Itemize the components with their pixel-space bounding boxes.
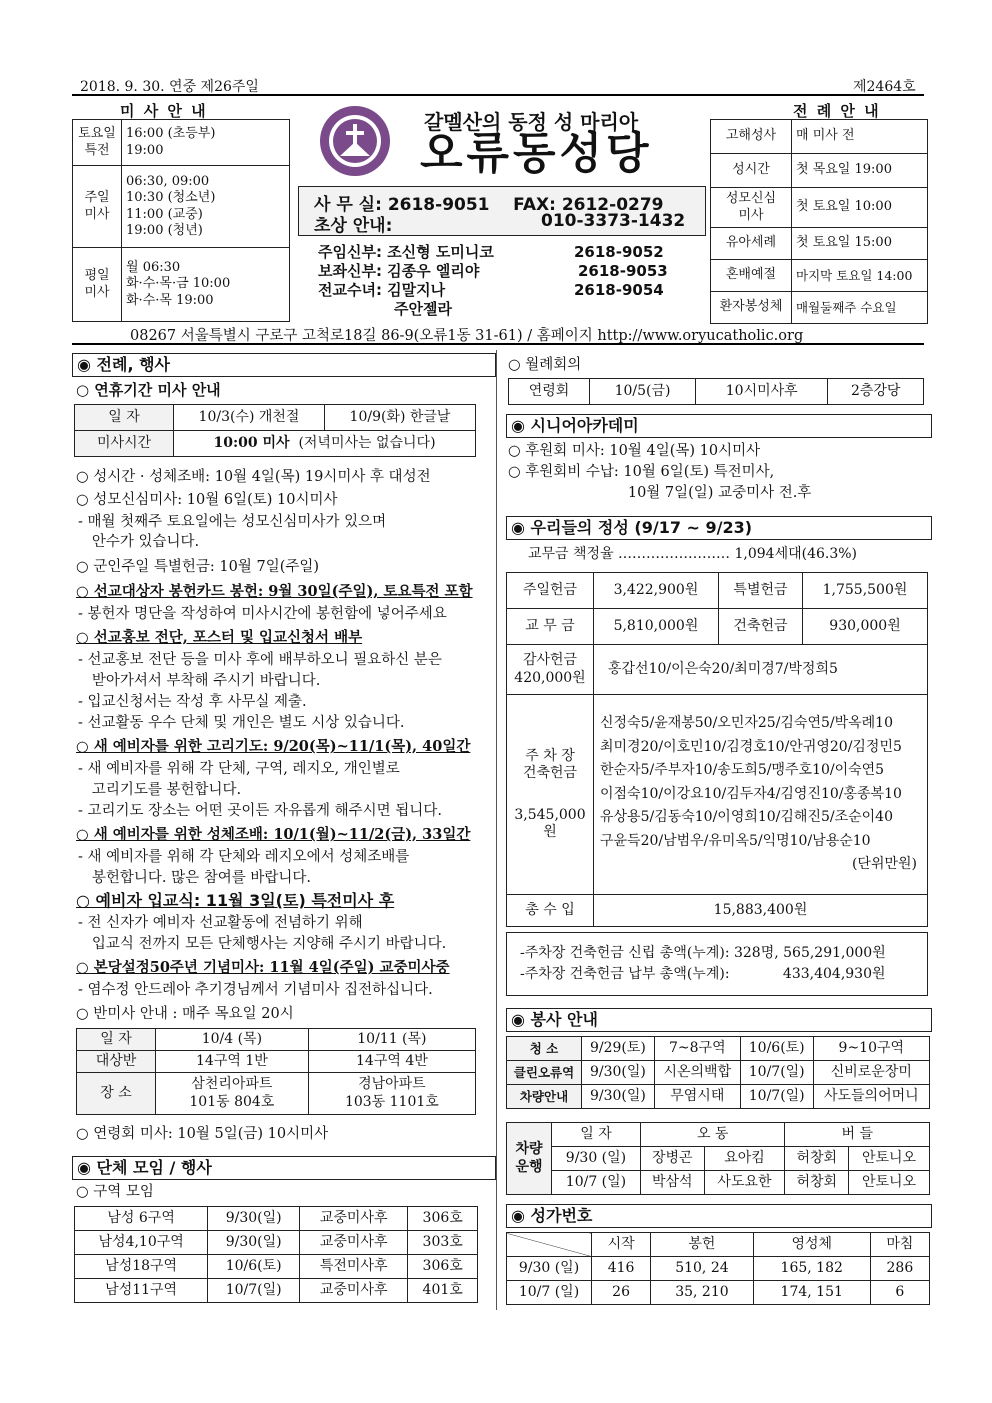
ban-cell: 14구역 4반 xyxy=(308,1051,475,1073)
parish-subtitle: 갈멜산의 동정 성 마리아 xyxy=(424,110,639,134)
liturgy-label: 성시간 xyxy=(711,154,792,188)
section-senior-academy: ◉ 시니어아카데미 xyxy=(506,414,932,438)
notice-heading: ○ 새 예비자를 위한 성체조배: 10/1(월)~11/2(금), 33일간 xyxy=(76,826,471,843)
district-cell: 남성11구역 xyxy=(75,1279,208,1303)
district-table xyxy=(74,1206,478,1303)
ban-cell: 경남아파트 103동 1101호 xyxy=(308,1073,475,1115)
offering-cell: 1,755,500원 xyxy=(803,573,928,609)
vehicle-cell: 안토니오 xyxy=(849,1147,930,1171)
notice-line: 봉헌합니다. 많은 참여를 바랍니다. xyxy=(78,870,311,886)
cumulative-line: -주차장 건축헌금 신립 총액(누계): 328명, 565,291,000원 xyxy=(520,945,886,961)
district-cell: 306호 xyxy=(408,1255,478,1279)
district-cell: 남성18구역 xyxy=(75,1255,208,1279)
ban-mass-table xyxy=(76,1028,476,1115)
notice-line: - 매월 첫째주 토요일에는 성모신심미사가 있으며 xyxy=(78,514,387,530)
vehicle-cell: 안토니오 xyxy=(849,1171,930,1195)
ban-cell: 일 자 xyxy=(77,1029,156,1051)
holiday-header: 미사시간 xyxy=(75,431,174,457)
staff-row: 주안젤라 xyxy=(394,300,452,318)
service-cell: 시온의백합 xyxy=(654,1061,740,1085)
staff-row: 주임신부: 조신형 도미니코 2618-9052 xyxy=(318,243,664,261)
holiday-mass-table xyxy=(74,404,476,457)
holiday-date: 10/9(화) 한글날 xyxy=(325,405,476,431)
parking-label-cell xyxy=(507,695,594,895)
district-cell: 10/6(토) xyxy=(208,1255,300,1279)
hymn-header: 마침 xyxy=(870,1233,929,1257)
mass-times: 06:30, 09:00 10:30 (청소년) 11:00 (교중) 19:00 (청년) xyxy=(122,166,290,248)
total-label: 총 수 입 xyxy=(507,895,594,927)
service-cell: 사도들의어머니 xyxy=(813,1085,929,1109)
district-cell: 303호 xyxy=(408,1231,478,1255)
ban-cell: 장 소 xyxy=(77,1073,156,1115)
liturgy-label: 성모신심 미사 xyxy=(711,188,792,228)
notice-line: - 입교신청서는 작성 후 사무실 제출. xyxy=(78,694,307,710)
liturgy-value: 매월둘째주 수요일 xyxy=(792,292,928,324)
gyomu-rate: 교무금 책정율 …………………… 1,094세대(46.3%) xyxy=(528,546,858,562)
offering-cell: 특별헌금 xyxy=(718,573,802,609)
service-cell: 9/30(일) xyxy=(582,1085,655,1109)
notice-line: - 새 예비자를 위해 각 단체와 레지오에서 성체조배를 xyxy=(78,849,410,865)
notice-line: 안수가 있습니다. xyxy=(78,534,200,550)
vehicle-cell: 사도요한 xyxy=(704,1171,785,1195)
monthly-cell: 10시미사후 xyxy=(696,379,828,405)
offering-cell: 건축헌금 xyxy=(718,609,802,645)
liturgy-label: 환자봉성체 xyxy=(711,292,792,324)
parking-label: 주 차 장 건축헌금 xyxy=(522,747,578,781)
offering-cell: 930,000원 xyxy=(803,609,928,645)
hymn-cell: 174, 151 xyxy=(753,1281,870,1305)
vehicle-header: 일 자 xyxy=(552,1123,641,1147)
liturgy-label: 고해성사 xyxy=(711,120,792,154)
monthly-cell: 2층강당 xyxy=(828,379,924,405)
column-divider xyxy=(496,350,497,1310)
vehicle-table xyxy=(506,1122,930,1195)
hymn-cell: 286 xyxy=(870,1257,929,1281)
service-cell: 9/30(일) xyxy=(582,1061,655,1085)
service-cell: 차량안내 xyxy=(507,1085,582,1109)
hymn-header: 영성체 xyxy=(753,1233,870,1257)
hymn-table xyxy=(506,1232,930,1305)
liturgy-label: 혼배예절 xyxy=(711,260,792,292)
thanks-names: 홍갑선10/이은숙20/최미경7/박정희5 xyxy=(594,645,928,695)
service-cell: 10/6(토) xyxy=(740,1037,813,1061)
section-hymn-numbers: ◉ 성가번호 xyxy=(506,1204,932,1228)
parish-emblem-icon xyxy=(318,104,392,178)
staff-row: 보좌신부: 김종우 엘리야 2618-9053 xyxy=(318,262,668,280)
liturgy-value: 첫 토요일 15:00 xyxy=(792,228,928,260)
offering-cell: 교 무 금 xyxy=(507,609,594,645)
vehicle-cell: 허창회 xyxy=(785,1171,849,1195)
office-contact: 사 무 실: 2618-9051 FAX: 2612-0279 xyxy=(314,195,664,215)
vehicle-cell: 박삼석 xyxy=(640,1171,704,1195)
hymn-cell: 6 xyxy=(870,1281,929,1305)
cumulative-line: -주차장 건축헌금 납부 총액(누계): 433,404,930원 xyxy=(520,966,886,982)
notice-line: ○ 군인주일 특별헌금: 10월 7일(주일) xyxy=(76,559,320,575)
notice-line: - 고리기도 장소는 어떤 곳이든 자유롭게 해주시면 됩니다. xyxy=(78,803,442,819)
vehicle-cell: 요아킴 xyxy=(704,1147,785,1171)
monthly-meeting-table xyxy=(508,378,924,405)
hymn-cell: 416 xyxy=(592,1257,651,1281)
hymn-cell: 26 xyxy=(592,1281,651,1305)
parking-names: 신정숙5/윤재봉50/오민자25/김숙연5/박옥례10 최미경20/이호민10/김경호10/안귀영20/김정민5 한순자5/주부자10/송도희5/맹주호10/이숙연5 이점숙10/이강요10/김두자4/김영진10/홍종복10 유상용5/김동숙10/이영희10/김해진5/조순이40 구윤득20/남범우/유미옥5/익명10/남용순10 (단위만원) xyxy=(594,695,928,895)
liturgy-label: 유아세례 xyxy=(711,228,792,260)
district-cell: 교중미사후 xyxy=(300,1207,408,1231)
vehicle-cell: 허창회 xyxy=(785,1147,849,1171)
service-cell: 클린오류역 xyxy=(507,1061,582,1085)
notice-heading: ○ 본당설정50주년 기념미사: 11월 4일(주일) 교중미사중 xyxy=(76,959,450,976)
vehicle-cell: 10/7 (일) xyxy=(552,1171,641,1195)
hymn-cell: 10/7 (일) xyxy=(507,1281,592,1305)
service-cell: 7~8구역 xyxy=(654,1037,740,1061)
service-cell: 청 소 xyxy=(507,1037,582,1061)
ban-cell: 14구역 1반 xyxy=(156,1051,309,1073)
ban-cell: 10/4 (목) xyxy=(156,1029,309,1051)
senior-line: ○ 후원회비 수납: 10월 6일(토) 특전미사, xyxy=(508,464,775,480)
notice-line: 고리기도를 봉헌합니다. xyxy=(78,782,242,798)
holiday-mass-time: 10:00 미사 (저녁미사는 없습니다) xyxy=(174,431,476,457)
service-cell: 무염시태 xyxy=(654,1085,740,1109)
hymn-cell: 165, 182 xyxy=(753,1257,870,1281)
service-cell: 10/7(일) xyxy=(740,1085,813,1109)
parish-name: 오류동성당 xyxy=(420,128,653,179)
district-cell: 교중미사후 xyxy=(300,1231,408,1255)
mass-day: 평일 미사 xyxy=(73,248,122,322)
hymn-header: 봉헌 xyxy=(651,1233,753,1257)
ban-cell: 10/11 (목) xyxy=(308,1029,475,1051)
offering-cell: 주일헌금 xyxy=(507,573,594,609)
section-group-meetings: ◉ 단체 모임 / 행사 xyxy=(72,1156,496,1180)
notice-line: ○ 성시간 · 성체조배: 10월 4일(목) 19시미사 후 대성전 xyxy=(76,469,431,485)
monthly-cell: 연령회 xyxy=(509,379,590,405)
monthly-meeting-title: ○ 월례회의 xyxy=(508,357,582,373)
vehicle-header: 오 동 xyxy=(640,1123,785,1147)
vehicle-cell: 9/30 (일) xyxy=(552,1147,641,1171)
mass-times: 16:00 (초등부) 19:00 xyxy=(122,120,290,166)
senior-line: 10월 7일(일) 교중미사 전.후 xyxy=(508,485,812,501)
holiday-mass-title: ○ 연휴기간 미사 안내 xyxy=(76,381,221,399)
hymn-header: 시작 xyxy=(592,1233,651,1257)
liturgy-title: 전 례 안 내 xyxy=(793,102,881,120)
condolence-label: 초상 안내: xyxy=(314,216,393,236)
mass-schedule-table xyxy=(72,119,290,322)
notice-heading: ○ 선교대상자 봉헌카드 봉헌: 9월 30일(주일), 토요특전 포함 xyxy=(76,583,473,600)
service-table xyxy=(506,1036,930,1109)
notice-line: - 봉헌자 명단을 작성하여 미사시간에 봉헌함에 넣어주세요 xyxy=(78,606,447,622)
notice-line: - 선교활동 우수 단체 및 개인은 별도 시상 있습니다. xyxy=(78,715,405,731)
liturgy-value: 매 미사 전 xyxy=(792,120,928,154)
notice-line: ○ 반미사 안내 : 매주 목요일 20시 xyxy=(76,1006,294,1022)
district-cell: 10/7(일) xyxy=(208,1279,300,1303)
vehicle-cell: 장병곤 xyxy=(640,1147,704,1171)
mass-day: 주일 미사 xyxy=(73,166,122,248)
service-cell: 9~10구역 xyxy=(813,1037,929,1061)
offering-cell: 3,422,900원 xyxy=(594,573,719,609)
district-cell: 특전미사후 xyxy=(300,1255,408,1279)
liturgy-schedule-table xyxy=(710,119,928,324)
address-rule xyxy=(72,343,924,345)
offering-table xyxy=(506,572,928,927)
mass-title: 미 사 안 내 xyxy=(120,102,208,120)
liturgy-value: 첫 목요일 19:00 xyxy=(792,154,928,188)
district-cell: 교중미사후 xyxy=(300,1279,408,1303)
holiday-date: 10/3(수) 개천절 xyxy=(174,405,325,431)
notice-line: - 선교홍보 전단 등을 미사 후에 배부하오니 필요하신 분은 xyxy=(78,652,442,668)
issue-number: 제2464호 xyxy=(853,79,916,95)
condolence-phone: 010-3373-1432 xyxy=(541,211,686,231)
staff-row: 전교수녀: 김말지나 2618-9054 xyxy=(318,281,664,299)
total-value: 15,883,400원 xyxy=(594,895,928,927)
hymn-corner xyxy=(507,1233,592,1257)
staff-list xyxy=(318,243,668,319)
liturgy-value: 첫 토요일 10:00 xyxy=(792,188,928,228)
notice-heading: ○ 새 예비자를 위한 고리기도: 9/20(목)~11/1(목), 40일간 xyxy=(76,738,471,755)
notice-line: ○ 연령회 미사: 10월 5일(금) 10시미사 xyxy=(76,1126,329,1142)
hymn-cell: 35, 210 xyxy=(651,1281,753,1305)
notice-line: - 염수정 안드레아 추기경님께서 기념미사 집전하십니다. xyxy=(78,982,433,998)
service-cell: 10/7(일) xyxy=(740,1061,813,1085)
district-cell: 401호 xyxy=(408,1279,478,1303)
service-cell: 9/29(토) xyxy=(582,1037,655,1061)
notice-line: - 전 신자가 예비자 선교활동에 전념하기 위해 xyxy=(78,915,363,931)
thanks-label: 감사헌금 420,000원 xyxy=(507,645,594,695)
hymn-cell: 510, 24 xyxy=(651,1257,753,1281)
senior-line: ○ 후원회 미사: 10월 4일(목) 10시미사 xyxy=(508,443,761,459)
monthly-cell: 10/5(금) xyxy=(590,379,696,405)
district-cell: 9/30(일) xyxy=(208,1207,300,1231)
district-cell: 306호 xyxy=(408,1207,478,1231)
district-cell: 9/30(일) xyxy=(208,1231,300,1255)
address-line: 08267 서울특별시 구로구 고척로18길 86-9(오류1동 31-61) / 홈페이지 http://www.oryucatholic.org xyxy=(130,328,804,344)
district-title: ○ 구역 모임 xyxy=(76,1184,154,1200)
header-rule xyxy=(72,94,924,96)
offering-cell: 5,810,000원 xyxy=(594,609,719,645)
notice-line: 받아가셔서 부착해 주시기 바랍니다. xyxy=(78,673,321,689)
ban-cell: 대상반 xyxy=(77,1051,156,1073)
notice-line: ○ 성모신심미사: 10월 6일(토) 10시미사 xyxy=(76,492,338,508)
notice-heading: ○ 예비자 입교식: 11월 3일(토) 특전미사 후 xyxy=(76,891,395,910)
district-cell: 남성4,10구역 xyxy=(75,1231,208,1255)
hymn-cell: 9/30 (일) xyxy=(507,1257,592,1281)
service-cell: 신비로운장미 xyxy=(813,1061,929,1085)
notice-line: - 새 예비자를 위해 각 단체, 구역, 레지오, 개인별로 xyxy=(78,761,400,777)
mass-times: 월 06:30 화·수·목·금 10:00 화·수·목 19:00 xyxy=(122,248,290,322)
holiday-header: 일 자 xyxy=(75,405,174,431)
notice-heading: ○ 선교홍보 전단, 포스터 및 입교신청서 배부 xyxy=(76,629,363,646)
section-offerings: ◉ 우리들의 정성 (9/17 ~ 9/23) xyxy=(506,516,932,540)
section-liturgy-events: ◉ 전례, 행사 xyxy=(72,353,496,377)
vehicle-label: 차량 운행 xyxy=(507,1123,552,1195)
liturgy-value: 마지막 토요일 14:00 xyxy=(792,260,928,292)
district-cell: 남성 6구역 xyxy=(75,1207,208,1231)
ban-cell: 삼천리아파트 101동 804호 xyxy=(156,1073,309,1115)
section-service: ◉ 봉사 안내 xyxy=(506,1008,932,1032)
mass-day: 토요일 특전 xyxy=(73,120,122,166)
notice-line: 입교식 전까지 모든 단체행사는 지양해 주시기 바랍니다. xyxy=(78,936,447,952)
parking-amount: 3,545,000원 xyxy=(514,806,586,840)
vehicle-header: 버 들 xyxy=(785,1123,930,1147)
date-line: 2018. 9. 30. 연중 제26주일 xyxy=(80,79,259,95)
